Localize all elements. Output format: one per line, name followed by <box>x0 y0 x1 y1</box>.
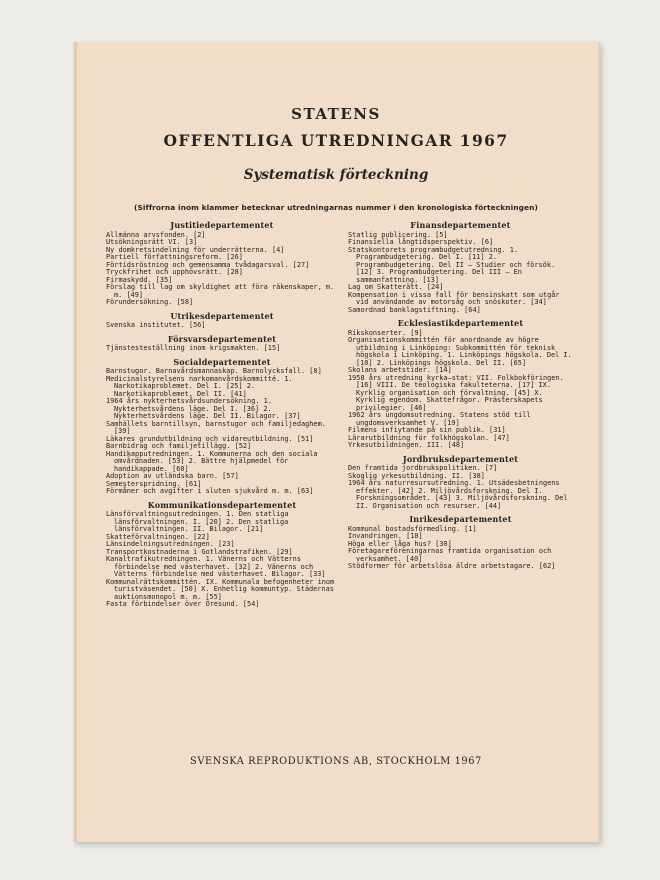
report-entry: 1962 års ungdomsutredning. Statens stöd till ungdomsverksamhet V. [19] <box>348 411 531 427</box>
report-entry: Medicinalstyrelsens narkomanvårdskommitté. 1. Narkotikaproblemet. Del I. [25] 2. Narkotikaproblemet. Del II. [41] <box>106 374 293 398</box>
department-section <box>106 333 338 353</box>
report-entry: Skolans arbetstider. [14] <box>348 366 452 374</box>
report-entry: Svenska institutet. [56] <box>106 321 206 329</box>
report-entry: Filmens infiytande på sin publik. [31] <box>348 426 506 434</box>
report-entry: Läkares grundutbildning och vidareutbildning. [51] <box>106 434 314 443</box>
department-heading: Utrikesdepartementet <box>170 310 274 321</box>
report-entry: Den framtida jordbrukspolitiken. [7] <box>348 464 498 472</box>
report-entry: Statlig publicering. [5] <box>348 230 448 239</box>
report-entry: Semesterspridning. [61] <box>106 479 202 488</box>
report-entry: Förslag till lag om skyldighet att föra räkenskaper, m. m. [49] <box>106 283 335 299</box>
report-entry: Utsökningsrätt VI. [3] <box>106 238 198 246</box>
department-section <box>348 453 573 511</box>
report-entry: Samhällets barntillsyn, barnstugor och familjedaghem. [39] <box>106 419 326 435</box>
report-entry: Lag om Skatterätt. [24] <box>348 283 444 291</box>
report-entry: 1958 års utredning kyrka—stat: VII. Folkbokföringen. [16] VIII. De teologiska fakulteterna. [17] IX. Kyrklig organisation och förvaltning. [45] X. Kyrklig egendom. Skattefrågor. Prästerskapets privilegier. [46] <box>348 373 564 412</box>
report-entry: Adoption av utländska barn. [57] <box>106 472 239 480</box>
report-entry: Skatteförvaltningen. [22] <box>106 532 210 541</box>
report-entry: Ny domkretsindelning för underrätterna. [4] <box>106 245 285 254</box>
department-heading: Finansdepartementet <box>410 220 511 230</box>
report-entry: Förundersökning. [58] <box>106 298 194 306</box>
department-heading: Ecklesiastikdepartementet <box>397 318 524 328</box>
report-entry: Kanaltrafikutredningen. 1. Vänerns och Vätterns förbindelse med västerhavet. [32] 2. Vänerns och Vätterns förbindelse med västerhavet. Bilagor. [33] <box>106 555 326 578</box>
report-entry: Statskontorets programbudgetutredning. 1. Programbudgetering. Del I. [11] 2. Programbudgetering. Del II — Studier och försök. [12] 3. Programbudgetering. Del III — En sammanfattning. [13] <box>348 245 556 284</box>
report-entry: Lärarutbildning för folkhögskolan. [47] <box>348 433 510 442</box>
report-entry: Samordnad banklagstiftning. [64] <box>348 305 481 314</box>
publisher-footer: SVENSKA REPRODUKTIONS AB, STOCKHOLM 1967 <box>190 756 482 767</box>
report-entry: Stödformer för arbetslösa äldre arbetstagare. [62] <box>348 562 556 570</box>
department-section <box>348 320 573 450</box>
report-entry: Barnbidrag och familjetillägg. [52] <box>106 442 252 450</box>
report-entry: Länsindelningsutredningen. [23] <box>106 540 235 548</box>
right-column <box>348 222 573 577</box>
department-heading: Jordbruksdepartementet <box>402 453 519 464</box>
report-entry: Förtidsröstning och gemensamma tvådagarsval. [27] <box>106 260 310 269</box>
report-entry: Skoglig yrkesutbildning. II. [38] <box>348 471 485 480</box>
report-entry: Tjänstesteställning inom krigsmakten. [15] <box>106 344 281 352</box>
report-entry: Finansiella långtidsperspektiv. [6] <box>348 238 494 246</box>
report-entry: Partiell författningsreform. [26] <box>106 253 243 261</box>
explanatory-note: (Siffrorna inom klammer betecknar utredningarnas nummer i den kronologiska förteckningen) <box>134 203 538 212</box>
department-heading: Försvarsdepartementet <box>167 333 277 344</box>
report-entry: Rikskonserter. [9] <box>348 328 423 337</box>
department-heading: Inrikesdepartementet <box>409 514 512 524</box>
report-entry: Länsförvaltningsutredningen. 1. Den statliga länsförvaltningen. I. [20] 2. Den statliga länsförvaltningen. II. Bilagor. [21] <box>106 510 289 533</box>
report-entry: Fasta förbindelser över Öresund. [54] <box>106 600 260 608</box>
report-entry: Barnstugor. Barnavårdsmannaskap. Barnolycksfall. [8] <box>106 367 322 375</box>
title-series: OFFENTLIGA UTREDNINGAR 1967 <box>163 131 509 150</box>
department-heading: Socialdepartementet <box>173 356 271 367</box>
department-heading: Kommunikationsdepartementet <box>147 499 297 510</box>
department-section <box>348 516 573 571</box>
report-entry: Tryckfrihet och upphovsrätt. [28] <box>106 268 243 276</box>
report-entry: Organisationskommittén för anordnande av högre utbildning i Linköping: Subkommittén för teknisk högskola i Linköping. 1. Linköpings högskola. Del I. [10] 2. Linköpings högskola. Del II. [65] <box>348 336 572 367</box>
report-entry: Kommunalrättskommittén. IX. Kommunala befogenheter inom turistväsendet. [50] X. Enhetlig kommuntyp. Städernas auktionsmonopol m. m. [55] <box>106 577 335 601</box>
report-entry: 1964 års naturresursutredning. 1. Utsädesbetningens effekter. [42] 2. Miljövårdsforskning. Del I. Forskningsområdet. [43] 3. Miljövårdsforskning. Del II. Organisation och resurser. [44] <box>348 479 568 510</box>
left-column <box>106 222 338 615</box>
report-entry: Kommunal bostadsförmedling. [1] <box>348 524 477 533</box>
report-entry: Förmåner och avgifter i sluten sjukvård m. m. [63] <box>106 487 314 495</box>
booklet-cover <box>74 42 600 842</box>
department-section <box>106 356 338 496</box>
report-entry: Höga eller låga hus? [30] <box>348 539 452 548</box>
department-section <box>106 222 338 307</box>
subtitle: Systematisk förteckning <box>243 167 429 183</box>
department-section <box>106 310 338 330</box>
report-entry: 1964 års nykterhetsvårdsundersökning. 1. Nykterhetsvårdens läge. Del I. [36] 2. Nykterhetsvårdens läge. Del II. Bilagor. [37] <box>106 397 301 420</box>
report-entry: Transportkostnaderna i Gotlandstrafiken. [29] <box>106 547 293 556</box>
department-section <box>106 499 338 609</box>
report-entry: Handikapputredningen. 1. Kommunerna och den sociala omvårdnaden. [53] 2. Bättre hjälpmedel för handikappade. [60] <box>106 449 318 473</box>
department-section <box>348 222 573 314</box>
report-entry: Kompensation i vissa fall för bensinskatt som utgår vid användande av motorsåg och snöskoter. [34] <box>348 290 560 306</box>
report-entry: Firmaskydd. [35] <box>106 275 173 284</box>
report-entry: Yrkesutbildningen. III. [48] <box>348 441 465 449</box>
report-entry: Allmänna arvsfonden. [2] <box>106 230 206 239</box>
cover-edge <box>74 42 77 842</box>
report-entry: Företagareföreningarnas framtida organisation och verksamhet. [40] <box>348 547 552 563</box>
department-heading: Justitiedepartementet <box>170 220 274 230</box>
report-entry: Invandringen. [18] <box>348 532 423 540</box>
title-statens: STATENS <box>291 105 381 123</box>
